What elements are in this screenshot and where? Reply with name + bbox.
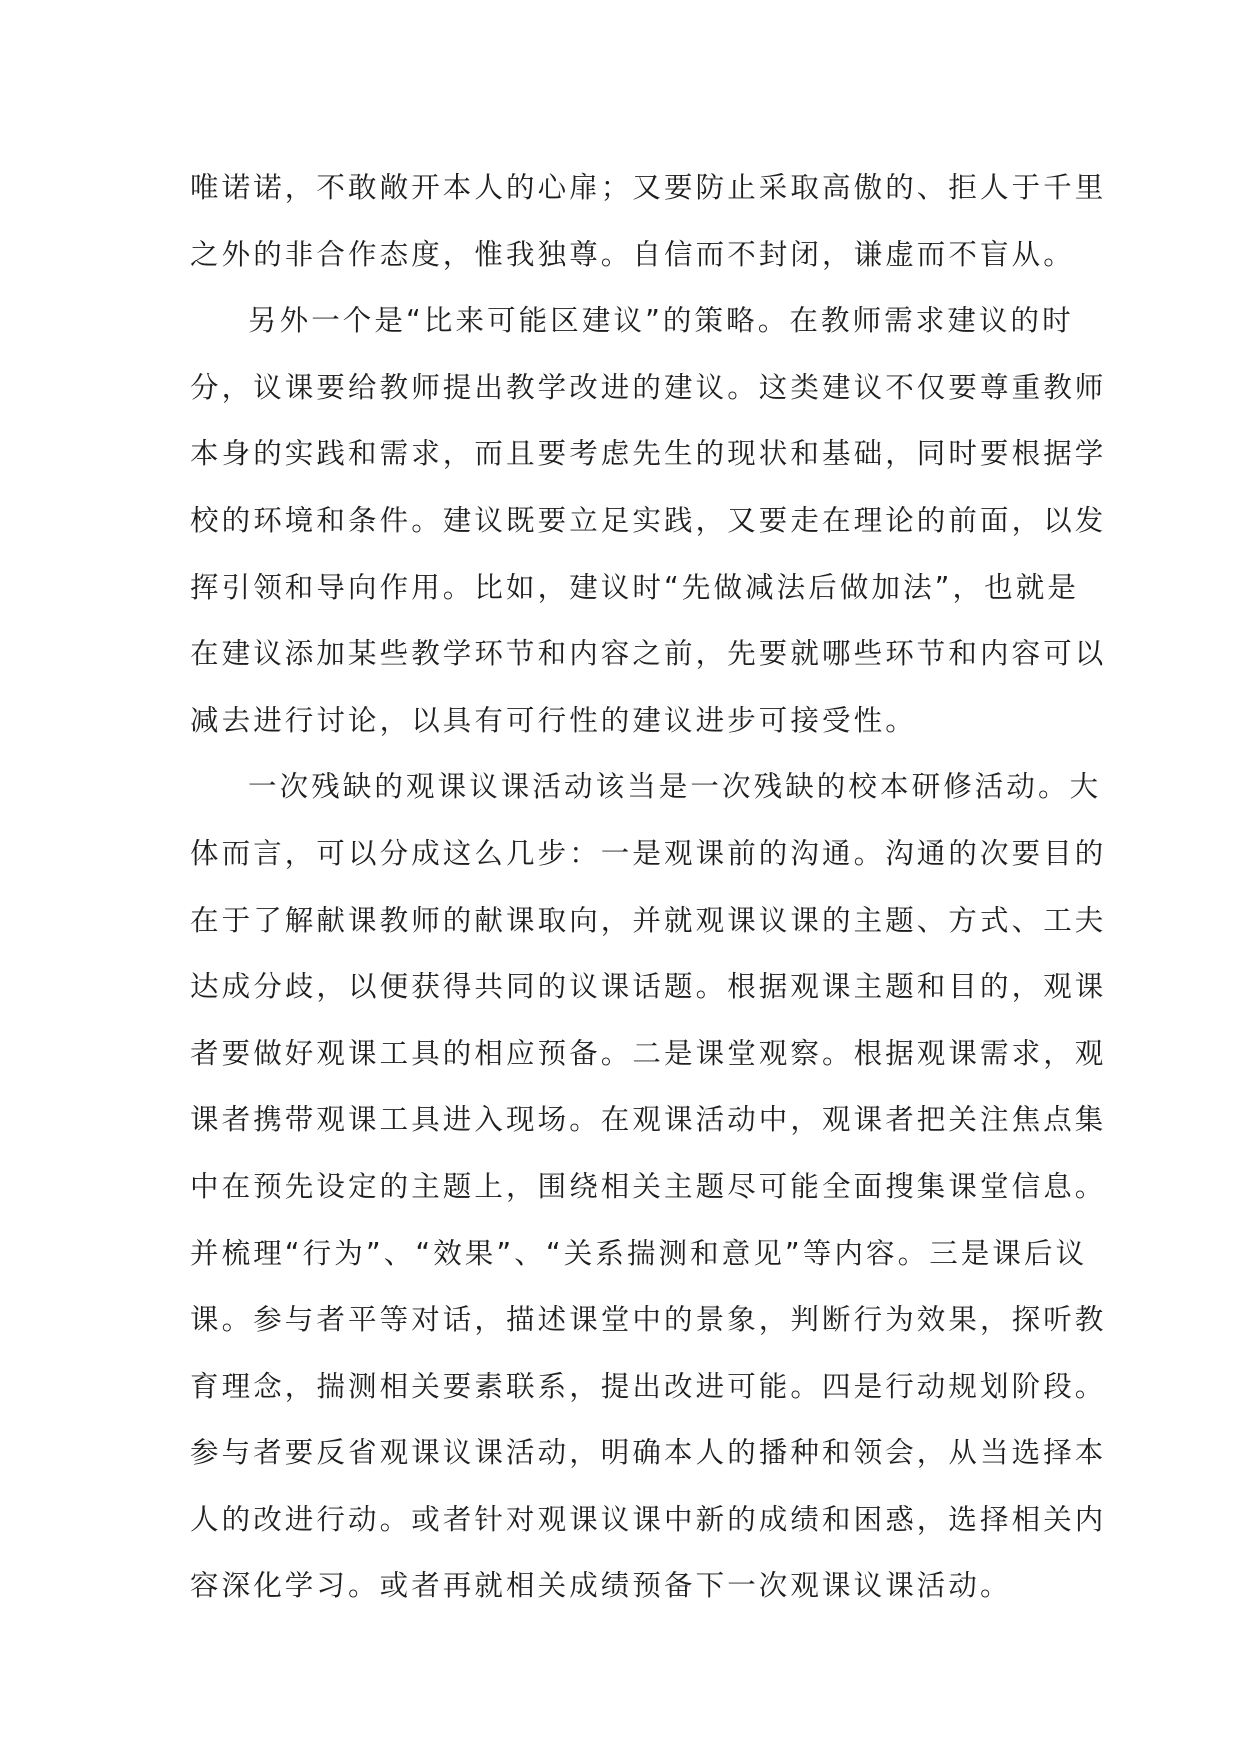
text-line: 唯诺诺，不敢敞开本人的心扉；又要防止采取高傲的、拒人于千里 — [190, 171, 1107, 204]
text-line: 挥引领和导向作用。比如，建议时“先做减法后做加法”，也就是 — [190, 570, 1079, 604]
text-line: 容深化学习。或者再就相关成绩预备下一次观课议课活动。 — [190, 1569, 1012, 1603]
text-line: 育理念，揣测相关要素联系，提出改进可能。四是行动规划阶段。 — [190, 1369, 1107, 1403]
text-line: 课。参与者平等对话，描述课堂中的景象，判断行为效果，探听教 — [190, 1303, 1107, 1337]
text-line: 在建议添加某些教学环节和内容之前，先要就哪些环节和内容可以 — [190, 637, 1107, 671]
text-line: 参与者要反省观课议课活动，明确本人的播种和领会，从当选择本 — [190, 1436, 1107, 1470]
text-line: 分，议课要给教师提出教学改进的建议。这类建议不仅要尊重教师 — [190, 370, 1107, 404]
body-text — [190, 155, 1107, 1620]
text-line: 本身的实践和需求，而且要考虑先生的现状和基础，同时要根据学 — [190, 437, 1107, 471]
paragraph-1 — [190, 155, 1107, 288]
paragraph-3 — [190, 754, 1107, 1620]
text-line: 课者携带观课工具进入现场。在观课活动中，观课者把关注焦点集 — [190, 1103, 1107, 1137]
text-line: 者要做好观课工具的相应预备。二是课堂观察。根据观课需求，观 — [190, 1036, 1107, 1070]
text-line: 体而言，可以分成这么几步：一是观课前的沟通。沟通的次要目的 — [190, 836, 1107, 870]
text-line: 一次残缺的观课议课活动该当是一次残缺的校本研修活动。大 — [248, 770, 1102, 804]
text-line: 并梳理“行为”、“效果”、“关系揣测和意见”等内容。三是课后议 — [190, 1236, 1088, 1270]
text-line: 减去进行讨论，以具有可行性的建议进步可接受性。 — [190, 703, 917, 737]
text-line: 在于了解献课教师的献课取向，并就观课议课的主题、方式、工夫 — [190, 903, 1107, 937]
text-line: 中在预先设定的主题上，围绕相关主题尽可能全面搜集课堂信息。 — [190, 1169, 1107, 1203]
text-line: 达成分歧，以便获得共同的议课话题。根据观课主题和目的，观课 — [190, 970, 1107, 1004]
text-line: 人的改进行动。或者针对观课议课中新的成绩和困惑，选择相关内 — [190, 1502, 1107, 1536]
paragraph-2 — [190, 288, 1107, 754]
text-line: 另外一个是“比来可能区建议”的策略。在教师需求建议的时 — [248, 304, 1074, 338]
text-line: 校的环境和条件。建议既要立足实践，又要走在理论的前面，以发 — [190, 503, 1107, 537]
text-line: 之外的非合作态度，惟我独尊。自信而不封闭，谦虚而不盲从。 — [190, 237, 1075, 271]
